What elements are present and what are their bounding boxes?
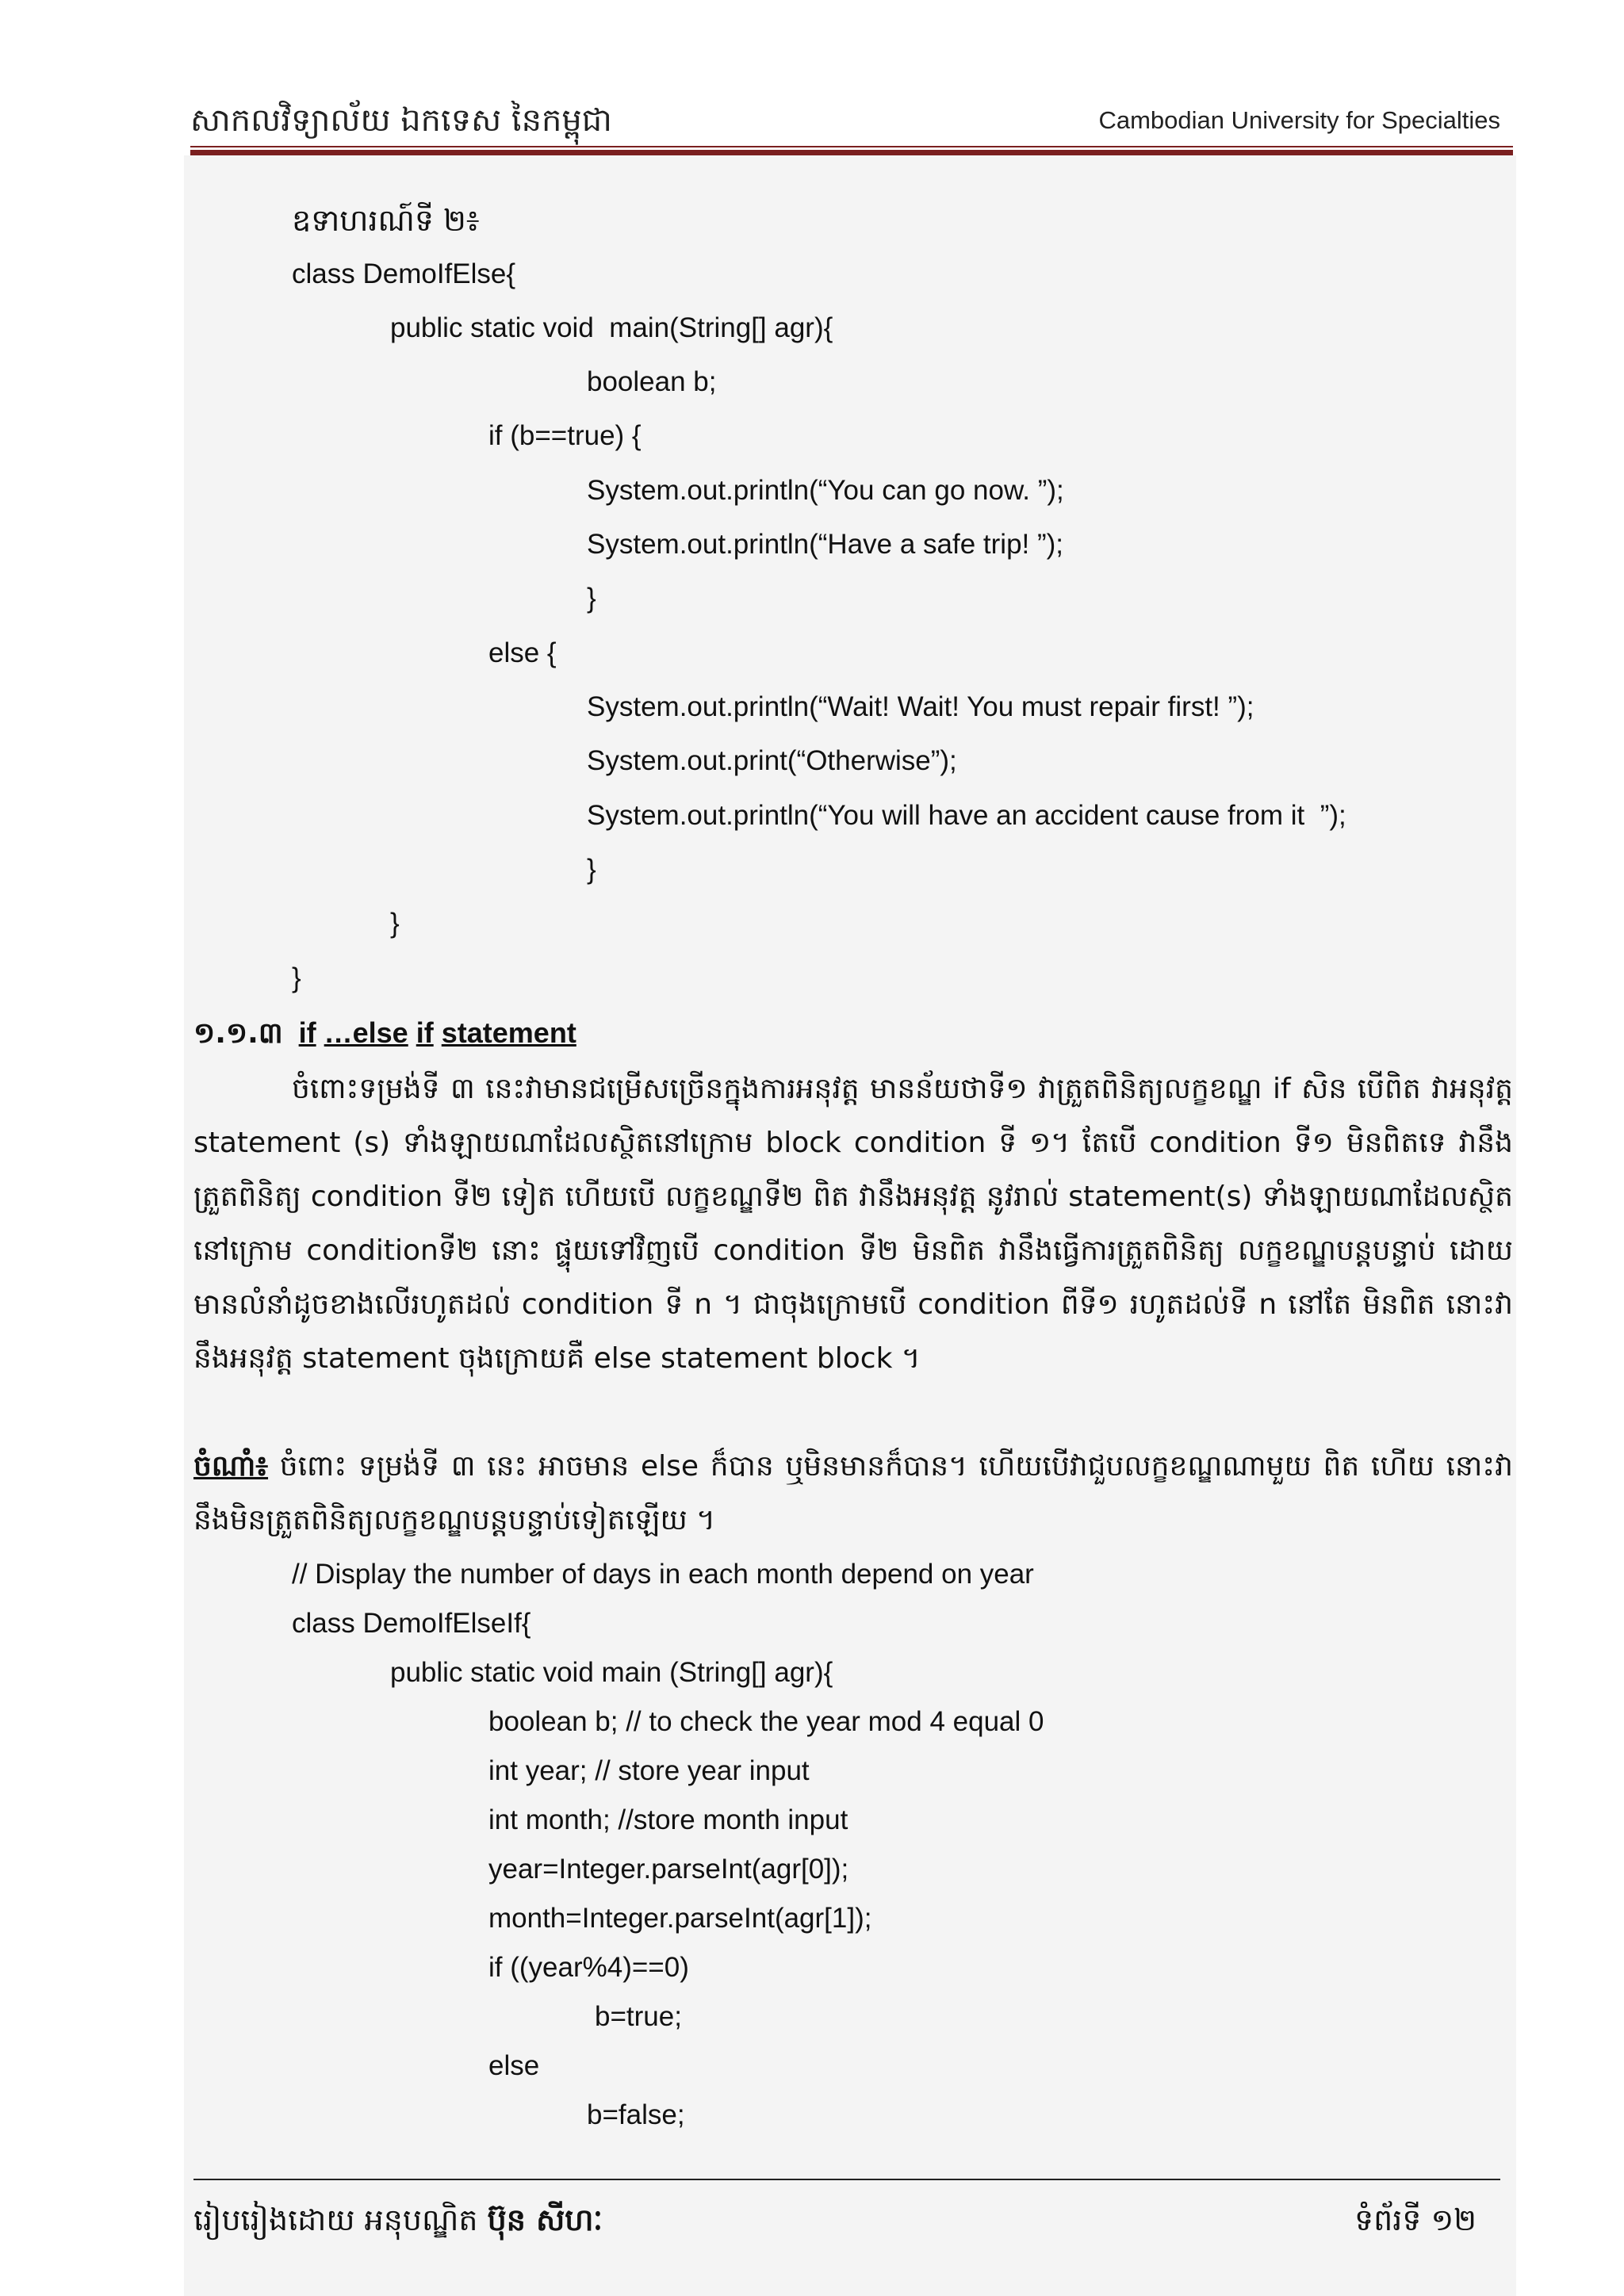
code-comment: // Display the number of days in each month depend on year — [292, 1559, 1034, 1590]
footer-prepared-by: រៀបរៀងដោយ អនុបណ្ឌិត — [193, 2202, 478, 2237]
code-line: System.out.println(“You can go now. ”); — [587, 475, 1064, 506]
header-university-khmer: សាកលវិទ្យាល័យ ឯកទេស នៃកម្ពុជា — [190, 102, 612, 139]
code-line: } — [292, 962, 301, 993]
footer-divider — [193, 2179, 1500, 2180]
code-line: int month; //store month input — [488, 1804, 848, 1835]
code-line: class DemoIfElse{ — [292, 258, 516, 289]
section-title-if: if — [298, 1016, 316, 1049]
code-line: if ((year%4)==0) — [488, 1952, 689, 1983]
code-line: b=true; — [595, 2001, 682, 2032]
code-line: boolean b; // to check the year mod 4 equal 0 — [488, 1706, 1044, 1737]
note-paragraph — [193, 1440, 1513, 1548]
header-university-english: Cambodian University for Specialties — [1098, 106, 1500, 134]
code-line: } — [587, 854, 596, 885]
section-number: ១.១.៣ — [193, 1017, 283, 1050]
note-label: ចំណាំ៖ — [193, 1450, 269, 1483]
code-line: public static void main (String[] agr){ — [390, 1657, 833, 1688]
section-title-if2: if — [416, 1016, 434, 1049]
footer-author-name: ប៊ុន សីហៈ — [487, 2202, 603, 2237]
section-heading — [193, 1015, 576, 1057]
code-line: year=Integer.parseInt(agr[0]); — [488, 1854, 849, 1885]
code-line: } — [390, 908, 400, 939]
code-line: month=Integer.parseInt(agr[1]); — [488, 1903, 872, 1934]
note-text: ចំពោះ ទម្រង់ទី ៣ នេះ អាចមាន else ក៏បាន ឬមិនមានក៏បាន។ ហើយបើវាជួបលក្ខខណ្ឌណាមួយ ពិត ហើយ នោះវានឹងមិនត្រួតពិនិត្យលក្ខខណ្ឌបន្តបន្ទាប់ទៀតឡើយ ។ — [193, 1450, 1513, 1536]
code-line: System.out.print(“Otherwise”); — [587, 745, 957, 776]
header-divider — [190, 146, 1513, 147]
code-line: int year; // store year input — [488, 1755, 810, 1786]
code-line: if (b==true) { — [488, 420, 642, 451]
header-divider-thick — [190, 150, 1513, 155]
code-line: else { — [488, 637, 557, 668]
code-line: System.out.println(“You will have an accident cause from it ”); — [587, 800, 1346, 831]
code-line: class DemoIfElseIf{ — [292, 1608, 531, 1639]
code-line: b=false; — [587, 2099, 685, 2130]
code-line: } — [587, 583, 596, 614]
section-title-statement: statement — [441, 1016, 576, 1049]
code-line: public static void main(String[] agr){ — [390, 312, 833, 343]
code-line: else — [488, 2050, 540, 2081]
explanation-paragraph: ចំពោះទម្រង់ទី ៣ នេះវាមានជម្រើសច្រើនក្នុងការអនុវត្ត មានន័យថាទី១ វាត្រួតពិនិត្យលក្ខខណ្ឌ if សិន បើពិត វាអនុវត្ត statement (s) ទាំងឡាយណាដែលស្ថិតនៅក្រោម block condition ទី ១។ តែបើ condition ទី១ មិនពិតទេ វានឹងត្រួតពិនិត្យ condition ទី២ ទៀត ហើយបើ លក្ខខណ្ឌទី២ ពិត វានឹងអនុវត្ត នូវរាល់ statement(s) ទាំងឡាយណាដែលស្ថិតនៅក្រោម conditionទី២ នោះ ផ្ទុយទៅវិញបើ condition ទី២ មិនពិត វានឹងធ្វើការត្រួតពិនិត្យ លក្ខខណ្ឌបន្តបន្ទាប់ ដោយមានលំនាំដូចខាងលើរហូតដល់ condition ទី n ។ ជាចុងក្រោមបើ condition ពីទី១ រហូតដល់ទី n នៅតែ មិនពិត នោះវានឹងអនុវត្ត statement ចុងក្រោយគឺ else statement block ។ — [193, 1073, 1513, 1375]
code-line: System.out.println(“Have a safe trip! ”); — [587, 529, 1064, 560]
code-line: System.out.println(“Wait! Wait! You must repair first! ”); — [587, 691, 1254, 722]
footer-page-number: ទំព័រទី ១២ — [1354, 2202, 1477, 2237]
footer-author-credit — [193, 2201, 603, 2245]
section-title-else: …else — [324, 1016, 408, 1049]
example-title: ឧទាហរណ៍ទី ២៖ — [292, 203, 480, 238]
code-line: boolean b; — [587, 366, 717, 397]
